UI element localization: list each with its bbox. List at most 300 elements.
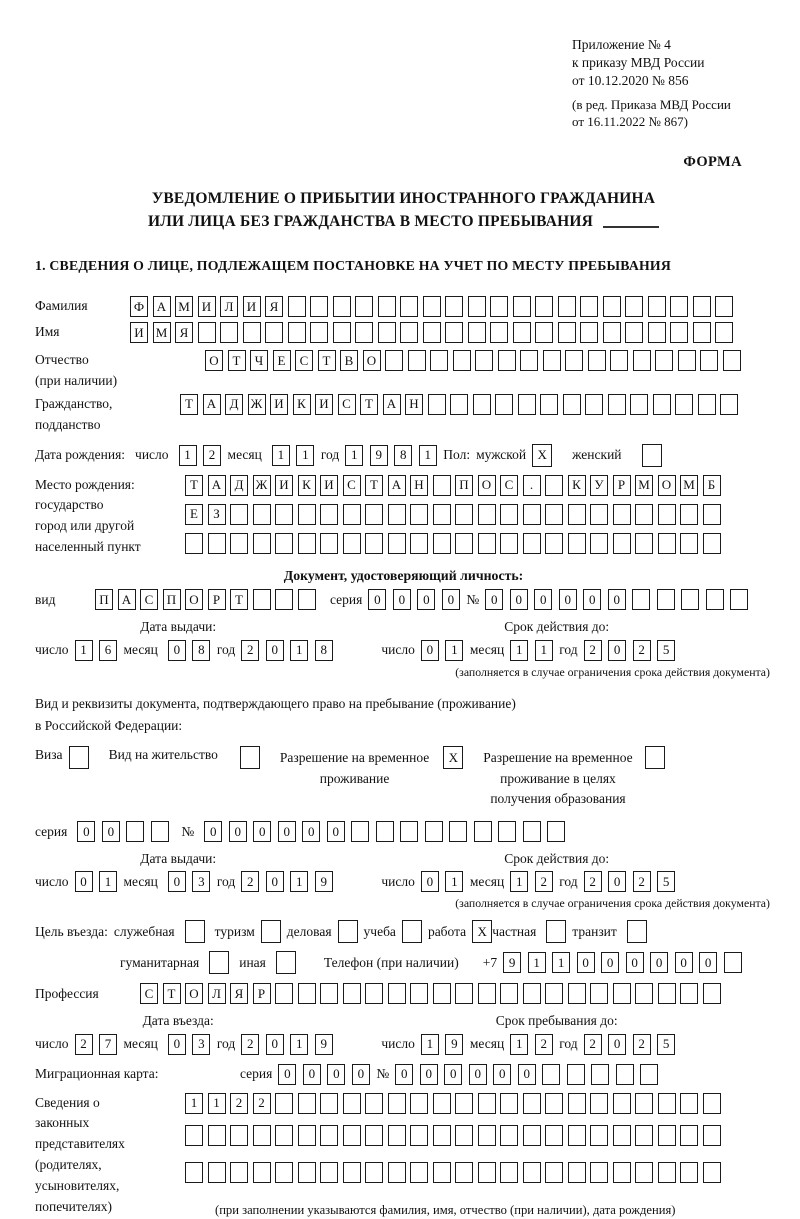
cell[interactable]: Р <box>253 983 271 1004</box>
cell[interactable] <box>703 1162 721 1183</box>
cell[interactable] <box>591 1064 609 1085</box>
cell[interactable] <box>298 1162 316 1183</box>
cell[interactable] <box>490 322 508 343</box>
cell[interactable] <box>655 350 673 371</box>
cell[interactable]: 8 <box>315 640 333 661</box>
doc-type-cells[interactable] <box>95 589 320 610</box>
cell[interactable]: 1 <box>272 445 290 466</box>
cell[interactable]: 3 <box>192 871 210 892</box>
cell[interactable] <box>365 533 383 554</box>
cell[interactable] <box>680 1093 698 1114</box>
cell[interactable] <box>546 920 566 943</box>
cell[interactable] <box>523 504 541 525</box>
cell[interactable] <box>400 296 418 317</box>
permit-valid-year-cells[interactable] <box>584 871 682 892</box>
cell[interactable] <box>275 504 293 525</box>
cell[interactable] <box>320 533 338 554</box>
cell[interactable]: 2 <box>584 1034 602 1055</box>
cell[interactable]: Ж <box>248 394 266 415</box>
purpose-official-checkbox[interactable] <box>185 920 205 943</box>
cell[interactable] <box>648 296 666 317</box>
cell[interactable] <box>500 533 518 554</box>
citizenship-cells[interactable] <box>180 394 743 415</box>
cell[interactable] <box>545 475 563 496</box>
cell[interactable] <box>450 394 468 415</box>
cell[interactable] <box>590 533 608 554</box>
cell[interactable] <box>151 821 169 842</box>
cell[interactable]: Я <box>175 322 193 343</box>
cell[interactable] <box>703 983 721 1004</box>
cell[interactable]: 0 <box>77 821 95 842</box>
cell[interactable] <box>275 533 293 554</box>
cell[interactable] <box>333 296 351 317</box>
cell[interactable]: 1 <box>421 1034 439 1055</box>
cell[interactable]: 2 <box>230 1093 248 1114</box>
cell[interactable] <box>69 746 89 769</box>
cell[interactable] <box>275 589 293 610</box>
cell[interactable] <box>648 322 666 343</box>
cell[interactable] <box>351 821 369 842</box>
cell[interactable]: 0 <box>327 1064 345 1085</box>
birth-place-row1-cells[interactable] <box>185 475 725 496</box>
cell[interactable]: 1 <box>290 1034 308 1055</box>
cell[interactable]: 1 <box>208 1093 226 1114</box>
cell[interactable]: 0 <box>469 1064 487 1085</box>
cell[interactable]: М <box>153 322 171 343</box>
cell[interactable] <box>658 1125 676 1146</box>
cell[interactable] <box>613 983 631 1004</box>
cell[interactable] <box>230 504 248 525</box>
cell[interactable]: Т <box>180 394 198 415</box>
cell[interactable] <box>693 296 711 317</box>
cell[interactable]: 1 <box>290 640 308 661</box>
cell[interactable] <box>518 394 536 415</box>
cell[interactable] <box>455 533 473 554</box>
cell[interactable] <box>365 1125 383 1146</box>
cell[interactable] <box>545 533 563 554</box>
cell[interactable] <box>590 1093 608 1114</box>
cell[interactable] <box>365 1093 383 1114</box>
cell[interactable]: Д <box>225 394 243 415</box>
cell[interactable] <box>126 821 144 842</box>
doc-issue-day-cells[interactable] <box>75 640 124 661</box>
cell[interactable] <box>498 821 516 842</box>
cell[interactable] <box>625 296 643 317</box>
cell[interactable] <box>680 1162 698 1183</box>
cell[interactable]: 0 <box>204 821 222 842</box>
cell[interactable] <box>715 296 733 317</box>
cell[interactable] <box>568 1162 586 1183</box>
cell[interactable] <box>230 1162 248 1183</box>
cell[interactable] <box>523 983 541 1004</box>
cell[interactable]: И <box>320 475 338 496</box>
doc-number-cells[interactable] <box>485 589 755 610</box>
cell[interactable]: 2 <box>584 640 602 661</box>
cell[interactable]: А <box>118 589 136 610</box>
cell[interactable]: Н <box>410 475 428 496</box>
cell[interactable]: 0 <box>168 1034 186 1055</box>
birth-month-cells[interactable] <box>272 445 321 466</box>
cell[interactable]: 6 <box>99 640 117 661</box>
permit-number-cells[interactable] <box>204 821 572 842</box>
cell[interactable] <box>680 983 698 1004</box>
cell[interactable] <box>478 1125 496 1146</box>
cell[interactable]: 1 <box>510 640 528 661</box>
cell[interactable] <box>635 504 653 525</box>
doc-valid-month-cells[interactable] <box>510 640 559 661</box>
cell[interactable] <box>658 1162 676 1183</box>
cell[interactable] <box>425 821 443 842</box>
cell[interactable]: Р <box>613 475 631 496</box>
cell[interactable]: 0 <box>493 1064 511 1085</box>
cell[interactable] <box>473 394 491 415</box>
cell[interactable] <box>580 322 598 343</box>
cell[interactable]: О <box>205 350 223 371</box>
cell[interactable]: 0 <box>278 1064 296 1085</box>
cell[interactable] <box>253 589 271 610</box>
cell[interactable] <box>545 1162 563 1183</box>
visa-checkbox[interactable] <box>69 746 89 769</box>
cell[interactable] <box>635 983 653 1004</box>
cell[interactable] <box>627 920 647 943</box>
cell[interactable] <box>610 350 628 371</box>
birth-year-cells[interactable] <box>345 445 443 466</box>
cell[interactable] <box>478 983 496 1004</box>
migration-number-cells[interactable] <box>395 1064 665 1085</box>
cell[interactable]: 0 <box>608 1034 626 1055</box>
cell[interactable]: 8 <box>192 640 210 661</box>
cell[interactable] <box>455 1093 473 1114</box>
cell[interactable]: С <box>295 350 313 371</box>
migration-series-cells[interactable] <box>278 1064 376 1085</box>
cell[interactable] <box>243 322 261 343</box>
cell[interactable]: Т <box>318 350 336 371</box>
cell[interactable] <box>658 504 676 525</box>
doc-series-cells[interactable] <box>368 589 466 610</box>
cell[interactable]: 1 <box>552 952 570 973</box>
cell[interactable]: 0 <box>559 589 577 610</box>
cell[interactable]: Б <box>703 475 721 496</box>
cell[interactable] <box>253 1162 271 1183</box>
cell[interactable] <box>343 1162 361 1183</box>
cell[interactable]: X <box>472 920 492 943</box>
cell[interactable] <box>523 821 541 842</box>
cell[interactable] <box>680 504 698 525</box>
cell[interactable] <box>333 322 351 343</box>
cell[interactable] <box>185 533 203 554</box>
cell[interactable]: 1 <box>185 1093 203 1114</box>
cell[interactable]: 0 <box>168 640 186 661</box>
cell[interactable] <box>640 1064 658 1085</box>
cell[interactable] <box>547 821 565 842</box>
cell[interactable] <box>545 1125 563 1146</box>
cell[interactable]: Т <box>228 350 246 371</box>
cell[interactable]: И <box>275 475 293 496</box>
stay-month-cells[interactable] <box>510 1034 559 1055</box>
cell[interactable] <box>402 920 422 943</box>
cell[interactable] <box>590 504 608 525</box>
cell[interactable]: 9 <box>503 952 521 973</box>
patronymic-cells[interactable] <box>205 350 745 371</box>
cell[interactable]: К <box>298 475 316 496</box>
permit-issue-year-cells[interactable] <box>241 871 339 892</box>
cell[interactable] <box>410 1093 428 1114</box>
cell[interactable]: С <box>140 983 158 1004</box>
cell[interactable]: О <box>478 475 496 496</box>
cell[interactable]: 0 <box>302 821 320 842</box>
cell[interactable] <box>608 394 626 415</box>
cell[interactable]: О <box>658 475 676 496</box>
cell[interactable] <box>355 296 373 317</box>
cell[interactable]: 1 <box>445 871 463 892</box>
cell[interactable]: 2 <box>253 1093 271 1114</box>
cell[interactable]: 1 <box>75 640 93 661</box>
cell[interactable] <box>545 504 563 525</box>
cell[interactable]: 2 <box>203 445 221 466</box>
cell[interactable] <box>635 533 653 554</box>
cell[interactable]: С <box>140 589 158 610</box>
cell[interactable] <box>500 983 518 1004</box>
cell[interactable] <box>603 322 621 343</box>
cell[interactable]: С <box>338 394 356 415</box>
cell[interactable] <box>288 296 306 317</box>
cell[interactable]: 0 <box>485 589 503 610</box>
cell[interactable]: 0 <box>608 871 626 892</box>
cell[interactable] <box>658 1093 676 1114</box>
cell[interactable]: И <box>243 296 261 317</box>
cell[interactable]: 0 <box>75 871 93 892</box>
cell[interactable] <box>400 821 418 842</box>
permit-valid-day-cells[interactable] <box>421 871 470 892</box>
cell[interactable] <box>475 350 493 371</box>
cell[interactable] <box>253 533 271 554</box>
cell[interactable]: 0 <box>352 1064 370 1085</box>
cell[interactable]: 1 <box>99 871 117 892</box>
cell[interactable]: 0 <box>253 821 271 842</box>
cell[interactable] <box>500 504 518 525</box>
cell[interactable] <box>376 821 394 842</box>
cell[interactable] <box>568 1125 586 1146</box>
cell[interactable] <box>320 1162 338 1183</box>
cell[interactable] <box>635 1093 653 1114</box>
cell[interactable] <box>478 533 496 554</box>
permit-issue-month-cells[interactable] <box>168 871 217 892</box>
cell[interactable] <box>455 1125 473 1146</box>
cell[interactable] <box>468 322 486 343</box>
cell[interactable]: 0 <box>327 821 345 842</box>
cell[interactable] <box>590 1125 608 1146</box>
cell[interactable]: П <box>95 589 113 610</box>
cell[interactable] <box>430 350 448 371</box>
cell[interactable]: 0 <box>303 1064 321 1085</box>
cell[interactable]: X <box>443 746 463 769</box>
cell[interactable] <box>616 1064 634 1085</box>
cell[interactable]: 9 <box>370 445 388 466</box>
cell[interactable] <box>455 983 473 1004</box>
cell[interactable]: 2 <box>241 640 259 661</box>
cell[interactable] <box>542 1064 560 1085</box>
cell[interactable] <box>567 1064 585 1085</box>
cell[interactable]: 9 <box>315 1034 333 1055</box>
cell[interactable] <box>265 322 283 343</box>
cell[interactable] <box>428 394 446 415</box>
cell[interactable]: И <box>130 322 148 343</box>
cell[interactable] <box>632 589 650 610</box>
cell[interactable] <box>635 1162 653 1183</box>
phone-cells[interactable] <box>503 952 748 973</box>
cell[interactable] <box>563 394 581 415</box>
cell[interactable] <box>220 322 238 343</box>
cell[interactable] <box>645 746 665 769</box>
cell[interactable] <box>720 394 738 415</box>
cell[interactable] <box>453 350 471 371</box>
cell[interactable] <box>433 533 451 554</box>
cell[interactable] <box>209 951 229 974</box>
cell[interactable]: 0 <box>444 1064 462 1085</box>
cell[interactable] <box>658 983 676 1004</box>
cell[interactable]: 0 <box>518 1064 536 1085</box>
cell[interactable]: 0 <box>421 640 439 661</box>
cell[interactable]: Т <box>365 475 383 496</box>
cell[interactable]: 0 <box>675 952 693 973</box>
doc-valid-year-cells[interactable] <box>584 640 682 661</box>
cell[interactable] <box>185 1125 203 1146</box>
cell[interactable] <box>630 394 648 415</box>
cell[interactable] <box>423 322 441 343</box>
cell[interactable] <box>433 1162 451 1183</box>
cell[interactable] <box>343 504 361 525</box>
cell[interactable] <box>378 322 396 343</box>
cell[interactable] <box>408 350 426 371</box>
cell[interactable]: 0 <box>229 821 247 842</box>
purpose-humanitarian-checkbox[interactable] <box>209 951 229 974</box>
cell[interactable] <box>298 504 316 525</box>
cell[interactable] <box>261 920 281 943</box>
cell[interactable] <box>545 1093 563 1114</box>
cell[interactable]: Р <box>208 589 226 610</box>
cell[interactable]: Т <box>360 394 378 415</box>
cell[interactable]: Т <box>230 589 248 610</box>
cell[interactable]: 2 <box>241 1034 259 1055</box>
cell[interactable] <box>275 983 293 1004</box>
temp-residence-edu-checkbox[interactable] <box>645 746 665 769</box>
cell[interactable] <box>590 983 608 1004</box>
cell[interactable] <box>400 322 418 343</box>
cell[interactable] <box>288 322 306 343</box>
cell[interactable]: А <box>383 394 401 415</box>
cell[interactable] <box>670 296 688 317</box>
cell[interactable]: Е <box>185 504 203 525</box>
cell[interactable] <box>724 952 742 973</box>
cell[interactable] <box>715 322 733 343</box>
sex-female-checkbox[interactable] <box>642 444 662 467</box>
cell[interactable] <box>433 475 451 496</box>
cell[interactable]: З <box>208 504 226 525</box>
cell[interactable] <box>343 983 361 1004</box>
cell[interactable] <box>513 322 531 343</box>
cell[interactable]: 0 <box>266 1034 284 1055</box>
cell[interactable] <box>613 1093 631 1114</box>
cell[interactable]: 0 <box>608 589 626 610</box>
cell[interactable]: 0 <box>368 589 386 610</box>
cell[interactable] <box>706 589 724 610</box>
cell[interactable] <box>543 350 561 371</box>
cell[interactable] <box>698 394 716 415</box>
cell[interactable] <box>500 1125 518 1146</box>
purpose-business-checkbox[interactable] <box>338 920 358 943</box>
cell[interactable]: Е <box>273 350 291 371</box>
cell[interactable] <box>410 533 428 554</box>
entry-year-cells[interactable] <box>241 1034 339 1055</box>
cell[interactable] <box>540 394 558 415</box>
cell[interactable] <box>474 821 492 842</box>
cell[interactable] <box>208 1162 226 1183</box>
cell[interactable] <box>298 589 316 610</box>
name-cells[interactable] <box>130 322 738 343</box>
cell[interactable]: 0 <box>266 640 284 661</box>
cell[interactable] <box>433 1125 451 1146</box>
cell[interactable]: 2 <box>241 871 259 892</box>
cell[interactable] <box>653 394 671 415</box>
cell[interactable]: В <box>340 350 358 371</box>
cell[interactable]: Д <box>230 475 248 496</box>
cell[interactable] <box>198 322 216 343</box>
purpose-other-checkbox[interactable] <box>276 951 296 974</box>
cell[interactable]: О <box>185 983 203 1004</box>
cell[interactable]: 0 <box>168 871 186 892</box>
cell[interactable]: 2 <box>584 871 602 892</box>
cell[interactable] <box>703 533 721 554</box>
cell[interactable] <box>355 322 373 343</box>
doc-issue-month-cells[interactable] <box>168 640 217 661</box>
doc-valid-day-cells[interactable] <box>421 640 470 661</box>
cell[interactable]: 1 <box>510 871 528 892</box>
cell[interactable]: У <box>590 475 608 496</box>
purpose-tourism-checkbox[interactable] <box>261 920 281 943</box>
cell[interactable] <box>208 533 226 554</box>
cell[interactable]: Ф <box>130 296 148 317</box>
cell[interactable]: 9 <box>315 871 333 892</box>
cell[interactable] <box>585 394 603 415</box>
cell[interactable]: С <box>500 475 518 496</box>
cell[interactable] <box>478 504 496 525</box>
cell[interactable] <box>240 746 260 769</box>
cell[interactable] <box>678 350 696 371</box>
cell[interactable]: 5 <box>657 871 675 892</box>
cell[interactable] <box>681 589 699 610</box>
cell[interactable] <box>343 1093 361 1114</box>
purpose-transit-checkbox[interactable] <box>627 920 647 943</box>
cell[interactable]: 0 <box>420 1064 438 1085</box>
sex-male-checkbox[interactable] <box>532 444 552 467</box>
cell[interactable] <box>433 1093 451 1114</box>
cell[interactable] <box>388 533 406 554</box>
cell[interactable] <box>680 533 698 554</box>
cell[interactable]: И <box>198 296 216 317</box>
cell[interactable] <box>230 533 248 554</box>
cell[interactable] <box>365 1162 383 1183</box>
cell[interactable] <box>320 983 338 1004</box>
cell[interactable]: 0 <box>583 589 601 610</box>
cell[interactable] <box>410 983 428 1004</box>
cell[interactable]: А <box>203 394 221 415</box>
cell[interactable]: А <box>388 475 406 496</box>
cell[interactable] <box>490 296 508 317</box>
cell[interactable]: 0 <box>577 952 595 973</box>
cell[interactable] <box>275 1125 293 1146</box>
birth-place-row2-cells[interactable] <box>185 504 725 525</box>
cell[interactable] <box>523 1162 541 1183</box>
